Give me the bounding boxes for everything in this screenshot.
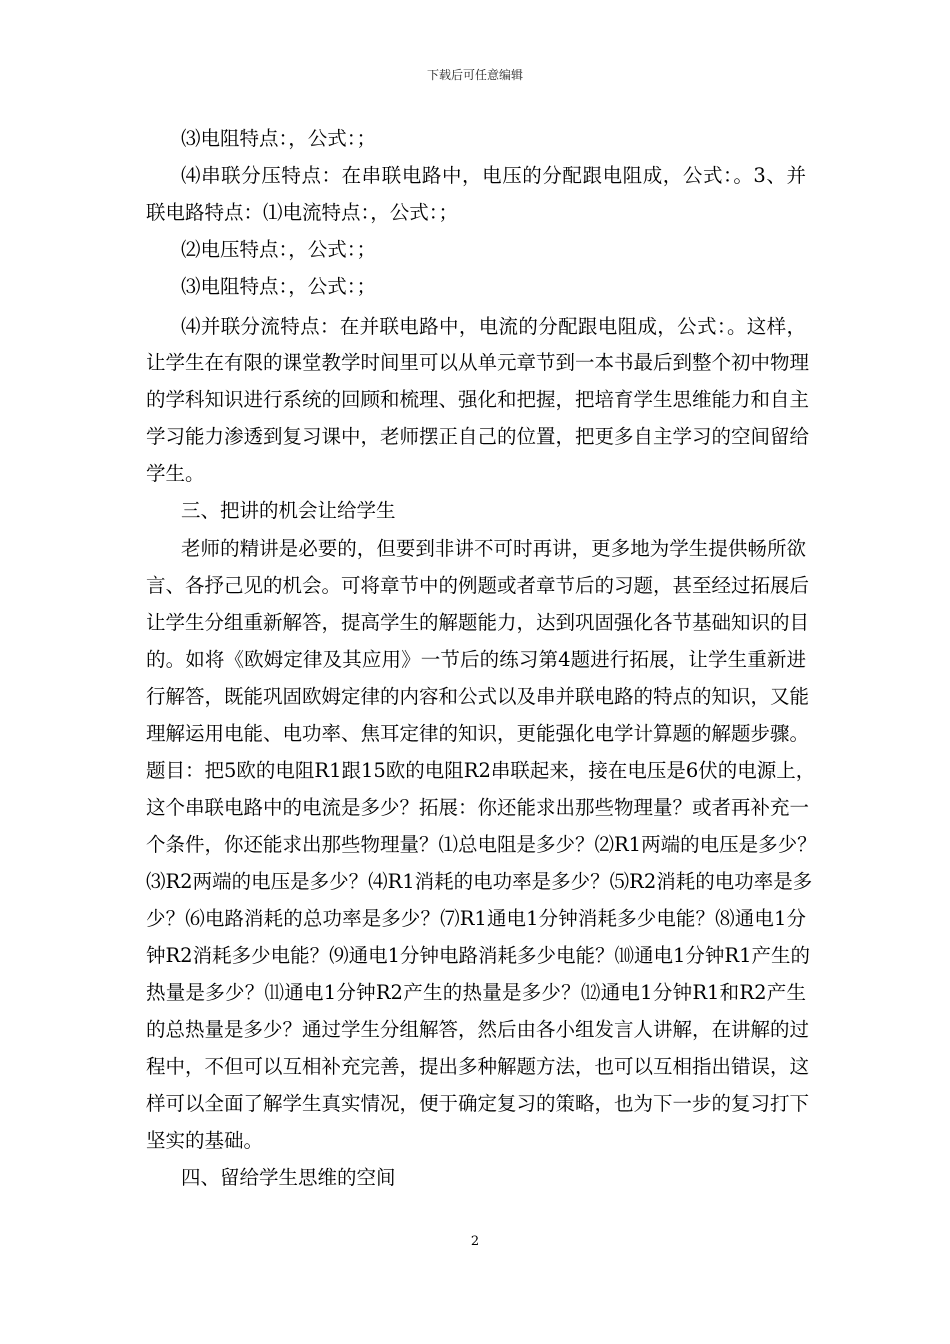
text-line: 热量是多少？⑾通电1分钟R2产生的热量是多少？⑿通电1分钟R1和R2产生 [146, 981, 806, 1004]
text-line: 这个串联电路中的电流是多少？拓展：你还能求出那些物理量？或者再补充一 [146, 796, 810, 819]
text-line: 题目：把5欧的电阻R1跟15欧的电阻R2串联起来，接在电压是6伏的电源上， [146, 759, 816, 782]
text-line: 联电路特点：⑴电流特点：，公式：； [146, 201, 459, 224]
text-line: 程中，不但可以互相补充完善，提出多种解题方法，也可以互相指出错误，这 [146, 1055, 810, 1078]
text-line: 坚实的基础。 [146, 1129, 264, 1152]
text-line: 老师的精讲是必要的，但要到非讲不可时再讲，更多地为学生提供畅所欲 [181, 537, 806, 560]
text-line: 的总热量是多少？通过学生分组解答，然后由各小组发言人讲解，在讲解的过 [146, 1018, 810, 1041]
text-line: 行解答，既能巩固欧姆定律的内容和公式以及串并联电路的特点的知识，又能 [146, 685, 810, 708]
text-line: 让学生分组重新解答，提高学生的解题能力，达到巩固强化各节基础知识的目 [146, 611, 810, 634]
text-line: ⑵电压特点：，公式：； [181, 238, 377, 261]
text-line: 个条件，你还能求出那些物理量？⑴总电阻是多少？⑵R1两端的电压是多少？ [146, 833, 817, 856]
text-line: ⑷串联分压特点：在串联电路中，电压的分配跟电阻成，公式：。3、并 [181, 164, 806, 187]
text-line: 的。如将《欧姆定律及其应用》一节后的练习第4题进行拓展，让学生重新进 [146, 648, 806, 671]
text-line: 少？⑹电路消耗的总功率是多少？⑺R1通电1分钟消耗多少电能？⑻通电1分 [146, 907, 806, 930]
text-line: 言、各抒己见的机会。可将章节中的例题或者章节后的习题，甚至经过拓展后 [146, 574, 810, 597]
text-line: 理解运用电能、电功率、焦耳定律的知识，更能强化电学计算题的解题步骤。 [146, 722, 810, 745]
text-line: 钟R2消耗多少电能？⑼通电1分钟电路消耗多少电能？⑽通电1分钟R1产生的 [146, 944, 810, 967]
text-line: ⑶电阻特点：，公式：； [181, 275, 377, 298]
text-line: 让学生在有限的课堂教学时间里可以从单元章节到一本书最后到整个初中物理 [146, 351, 810, 374]
text-line: 的学科知识进行系统的回顾和梳理、强化和把握，把培育学生思维能力和自主 [146, 388, 810, 411]
text-line: ⑶R2两端的电压是多少？⑷R1消耗的电功率是多少？⑸R2消耗的电功率是多 [146, 870, 813, 893]
text-line: 样可以全面了解学生真实情况，便于确定复习的策略，也为下一步的复习打下 [146, 1092, 810, 1115]
section-heading: 三、把讲的机会让给学生 [181, 499, 396, 522]
page-number: 2 [470, 1234, 480, 1249]
text-line: ⑷并联分流特点：在并联电路中，电流的分配跟电阻成，公式：。这样， [181, 315, 806, 338]
page-header: 下载后可任意编辑 [426, 68, 523, 82]
text-line: 学习能力渗透到复习课中，老师摆正自己的位置，把更多自主学习的空间留给 [146, 425, 810, 448]
text-line: ⑶电阻特点：，公式：； [181, 127, 377, 150]
text-line: 学生。 [146, 462, 205, 485]
section-heading: 四、留给学生思维的空间 [181, 1166, 396, 1189]
